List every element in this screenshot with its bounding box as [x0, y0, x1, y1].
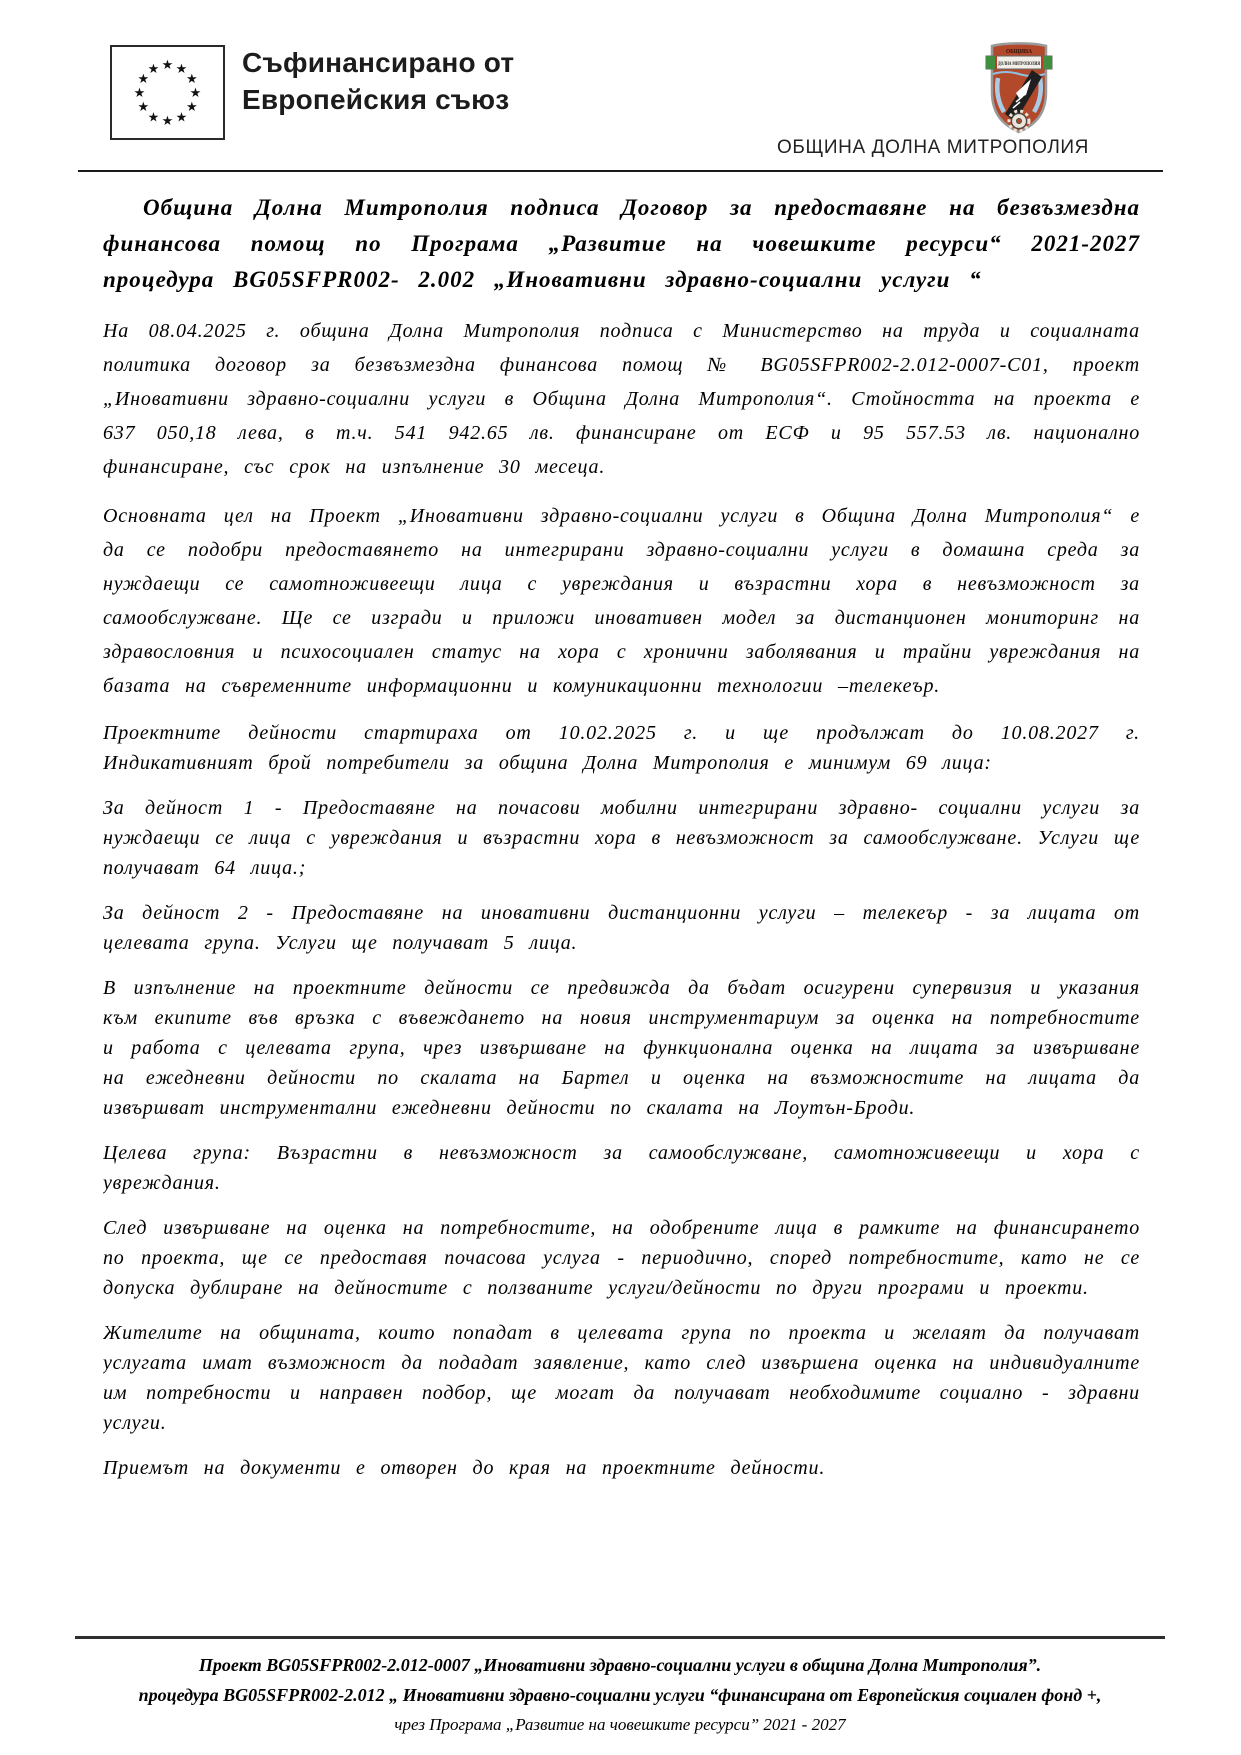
eu-cofinance-line1: Съфинансирано от	[242, 47, 515, 78]
svg-text:★: ★	[175, 61, 188, 77]
svg-text:★: ★	[175, 110, 188, 126]
document-title: Община Долна Митрополия подписа Договор за предоставяне на безвъзмездна финансова помощ по Програма „Развитие на човешките ресурси“ 2021-2027 процедура BG05SFPR002- 2.002 „Иновативни здравно-социални услуги “	[103, 195, 1140, 292]
paragraph-activities-dates: Проектните дейности стартираха от 10.02.2025 г. и ще продължат до 10.08.2027 г. Индикативният брой потребители за община Долна Митрополия е минимум 69 лица:	[103, 722, 1140, 774]
paragraph-activity-1: За дейност 1 - Предоставяне на почасови мобилни интегрирани здравно- социални услуги за нуждаещи се лица с увреждания и възрастни хора в невъзможност за самообслужване. Услуги ще получават 64 лица.;	[103, 797, 1140, 879]
svg-text:★: ★	[189, 86, 202, 101]
paragraph-documents-open: Приемът на документи е отворен до края на проектните дейности.	[103, 1457, 826, 1479]
paragraph-residents: Жителите на общината, които попадат в целевата група по проекта и желаят да получават услугата имат възможност да подадат заявление, като след извършена оценка на индивидуалните им потребности и направен подбор, ще могат да получават необходимите социално - здравни услуги.	[103, 1322, 1140, 1434]
eu-stars-icon	[112, 47, 223, 138]
footer-program-line: чрез Програма „Развитие на човешките ресурси” 2021 - 2027	[394, 1715, 846, 1734]
svg-text:★: ★	[137, 100, 150, 115]
eu-cofinance-line2: Европейския съюз	[242, 84, 510, 115]
crest-shield-icon	[985, 40, 1053, 135]
paragraph-target-group: Целева група: Възрастни в невъзможност за самообслужване, самотноживеещи и хора с увреждания.	[103, 1142, 1140, 1194]
eu-flag-logo	[110, 45, 225, 140]
footer-procedure-line: процедура BG05SFPR002-2.012 „ Иновативни здравно-социални услуги “финансирана от Европейския социален фонд +,	[138, 1685, 1102, 1705]
paragraph-activity-2: За дейност 2 - Предоставяне на иновативни дистанционни услуги – телекеър - за лицата от целевата група. Услуги ще получават 5 лица.	[103, 902, 1140, 954]
municipality-crest-logo	[985, 40, 1053, 135]
footer-divider	[75, 1636, 1165, 1639]
paragraph-supervision: В изпълнение на проектните дейности се предвижда да бъдат осигурени супервизия и указания към екипите във връзка с въвеждането на новия инструментариум за оценка на потребностите и работа с целевата група, чрез извършване на функционална оценка на лицата за извършване на ежедневни дейности по скалата на Бартел и оценка на възможностите на лицата да извършват инструментални ежедневни дейности по скалата на Лоутън-Броди.	[103, 977, 1140, 1119]
svg-text:★: ★	[133, 86, 146, 101]
paragraph-main-goal: Основната цел на Проект „Иновативни здравно-социални услуги в Община Долна Митрополия“ е да се подобри предоставянето на интегрирани здравно-социални услуги в домашна среда за нуждаещи се самотноживеещи лица с увреждания и възрастни хора в невъзможност за самообслужване. Ще се изгради и приложи иновативен модел за дистанционен мониторинг на здравословния и психосоциален статус на хора с хронични заболявания и трайни увреждания на базата на съвременните информационни и комуникационни технологии –телекеър.	[103, 505, 1140, 697]
crest-banner-label: ДОЛНА МИТРОПОЛИЯ	[998, 62, 1041, 67]
paragraph-assessment: След извършване на оценка на потребностите, на одобрените лица в рамките на финансирането по проекта, ще се предоставя почасова услуга - периодично, според потребностите, като не се допуска дублиране на дейностите с ползваните услуги/дейности по други програми и проекти.	[103, 1217, 1140, 1299]
crest-top-label: ОБЩИНА	[1006, 49, 1033, 55]
svg-text:★: ★	[147, 61, 160, 77]
svg-text:★: ★	[185, 72, 198, 87]
svg-text:★: ★	[147, 110, 160, 126]
eu-cofinance-label	[242, 44, 514, 118]
document-footer	[75, 1650, 1165, 1740]
document-body	[103, 190, 1140, 1632]
svg-text:★: ★	[185, 100, 198, 115]
paragraph-contract: На 08.04.2025 г. община Долна Митрополия подписа с Министерство на труда и социалната политика договор за безвъзмездна финансова помощ № BG05SFPR002-2.012-0007-С01, проект „Иновативни здравно-социални услуги в Община Долна Митрополия“. Стойността на проекта е 637 050,18 лева, в т.ч. 541 942.65 лв. финансиране от ЕСФ и 95 557.53 лв. национално финансиране, със срок на изпълнение 30 месеца.	[103, 320, 1140, 478]
municipality-name: ОБЩИНА ДОЛНА МИТРОПОЛИЯ	[777, 137, 1089, 158]
svg-text:★: ★	[161, 58, 174, 73]
footer-project-line: Проект BG05SFPR002-2.012-0007 „Иновативни здравно-социални услуги в община Долна Митрополия”.	[198, 1655, 1042, 1675]
svg-text:★: ★	[137, 72, 150, 87]
svg-text:★: ★	[161, 114, 174, 129]
header-divider	[78, 170, 1163, 172]
